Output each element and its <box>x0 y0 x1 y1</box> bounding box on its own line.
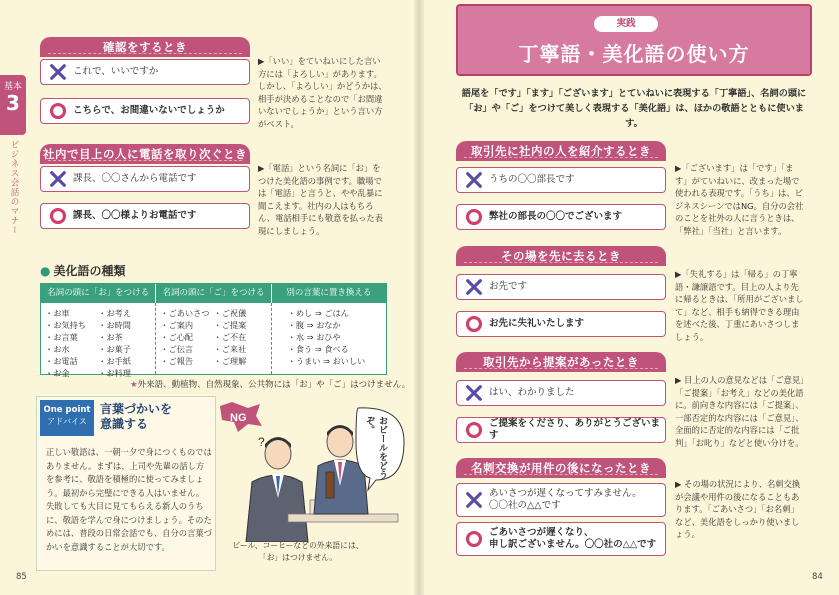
bika-item: ・お手紙 <box>98 356 131 366</box>
practice-badge: 実践 <box>594 16 658 32</box>
ng-label: NG <box>230 412 247 424</box>
bika-column-o <box>41 303 156 378</box>
bika-item: ・お茶 <box>98 332 123 342</box>
right-example-row <box>40 203 250 229</box>
bika-item: ・ご祝儀 <box>213 308 247 318</box>
onepoint-title: 言葉づかいを意識する <box>100 402 173 431</box>
circle-icon <box>463 528 485 550</box>
bika-header-replace: 別の言葉に置き換える <box>286 288 372 298</box>
onepoint-text: 正しい敬語は、一朝一夕で身につくものではありません。まずは、上司や先輩の話し方を参考に、敬語を積極的に使ってみましょう。最初から完璧にできる人はいません。失敗しても大目に見てもらえる新人のうちに、敬語を学んで身につけましょう。そのためには、普段の日常会話でも、自分の言葉づかいを意識することが大切です。 <box>46 447 212 552</box>
right-example-row <box>456 522 666 556</box>
circle-icon <box>47 100 69 122</box>
chapter-tab <box>0 75 26 135</box>
wrong-example-row <box>456 167 666 193</box>
bika-item: ・めし ⇒ ごはん <box>287 308 349 318</box>
bika-item: ・お考え <box>98 308 131 318</box>
circle-icon <box>47 205 69 227</box>
cross-icon <box>463 489 485 511</box>
bika-section-title: ● 美化語の種類 <box>40 264 126 278</box>
bika-item: ・お車 <box>45 308 70 318</box>
bika-item: ・ご報告 <box>160 356 194 366</box>
note-confirm: ▶「いい」をていねいにした言い方には「よろしい」があります。しかし、「よろしい」かどうかは、相手が決めることなので「お間違いないでしょうか」という言い方がベスト。 <box>258 56 387 129</box>
page-number-left: 85 <box>16 572 27 582</box>
bika-item: ・ご来社 <box>213 344 247 354</box>
wrong-example-text: はい、わかりました <box>489 387 575 398</box>
bika-table-header <box>41 284 386 303</box>
bika-item: ・お気持ち <box>45 320 86 330</box>
right-example-row <box>456 204 666 230</box>
right-example-row <box>456 417 666 443</box>
bika-item: ・ご提案 <box>213 320 247 330</box>
right-example-text: 課長、〇〇様よりお電話です <box>73 210 197 221</box>
bika-table <box>40 283 387 378</box>
bika-item: ・ごあいさつ <box>160 308 210 318</box>
circle-icon <box>463 419 485 441</box>
book-spine <box>414 0 424 595</box>
bika-item: ・ご伝言 <box>160 344 194 354</box>
note-leave: ▶「失礼する」は「帰る」の丁寧語・謙譲語です。目上の人より先に帰るときは、「所用がございまして」など、相手も納得できる理由を述べた後、丁重にあいさつしましょう。 <box>675 269 804 342</box>
speech-bubble-text: おビールをどうぞ。 <box>364 416 387 479</box>
page-number-right: 84 <box>812 572 823 582</box>
illustration-caption: ビール、コーヒーなどの外来語には、「お」はつけません。 <box>232 541 364 562</box>
cross-icon <box>47 168 69 190</box>
wrong-example-row <box>456 483 666 517</box>
note-phone: ▶「電話」という名詞に「お」をつけた美化語の事例です。職場では「電話」と言うと、やや乱暴に聞こえます。社内の人はもちろん、電話相手にも敬意を払った表現にしましょう。 <box>258 163 383 236</box>
question-mark: ? <box>258 435 265 449</box>
wrong-example-row <box>40 59 250 85</box>
chapter-tab-label: 基本 <box>3 82 22 92</box>
note-card: ▶ その場の状況により、名刺交換が会議や用件の後になることもあります。「ごあいさつ」「お名刺」など、美化語をしっかり使いましょう。 <box>675 479 801 539</box>
bika-item: ・ご理解 <box>213 356 247 366</box>
circle-icon <box>463 206 485 228</box>
section-header-proposal: 取引先から提案があったとき <box>456 352 666 372</box>
bika-item: ・ご案内 <box>160 320 194 330</box>
bika-item: ・お電話 <box>45 356 78 366</box>
circle-icon <box>463 313 485 335</box>
section-header-introduce: 取引先に社内の人を紹介するとき <box>456 141 666 161</box>
right-example-text: お先に失礼いたします <box>489 318 585 329</box>
wrong-example-text: あいさつが遅くなってすみません。 〇〇社の△△です <box>489 488 642 511</box>
bika-item: ・腹 ⇒ おなか <box>287 320 341 330</box>
bika-item: ・ご不在 <box>213 332 247 342</box>
note-proposal: ▶ 目上の人の意見などは「ご意見」「ご提案」「お考え」などの美化語に。前向きな内容には「ご提案」、一部否定的な内容には「ご意見」、全面的に否定的な内容には「ご批判」「お叱り」などと使い分けを。 <box>675 375 805 448</box>
bika-item: ・お金 <box>45 368 70 378</box>
bika-column-replace <box>272 303 386 374</box>
page-title: 丁寧語・美化語の使い方 <box>518 42 750 66</box>
wrong-example-text: これで、いいですか <box>73 66 159 77</box>
bika-item: ・お言葉 <box>45 332 78 342</box>
right-example-row <box>40 98 250 124</box>
bika-column-go <box>156 303 271 374</box>
wrong-example-row <box>456 274 666 300</box>
section-header-card: 名刺交換が用件の後になったとき <box>456 458 666 478</box>
cross-icon <box>463 382 485 404</box>
section-header-confirm: 確認をするとき <box>40 37 250 57</box>
bika-item: ・うまい ⇒ おいしい <box>287 356 366 366</box>
onepoint-badge: One point アドバイス <box>40 400 94 436</box>
right-example-text: ご提案をくださり、ありがとうございます <box>489 418 661 441</box>
cross-icon <box>463 169 485 191</box>
wrong-example-text: お先です <box>489 281 528 292</box>
wrong-example-row <box>456 380 666 406</box>
section-header-leave: その場を先に去るとき <box>456 246 666 266</box>
bika-item: ・お時間 <box>98 320 131 330</box>
section-header-phone: 社内で目上の人に電話を取り次ぐとき <box>40 144 250 164</box>
note-introduce: ▶「ございます」は「です」「ます」がていねいに、改まった場で使われる表現です。「うち」は、ビジネスシーンではNG。自分の会社のことを社外の人に言うときは、「弊社」「当社」と言います。 <box>675 163 804 236</box>
right-example-text: こちらで、お間違いないでしょうか <box>73 105 225 116</box>
bika-item: ・お菓子 <box>98 344 131 354</box>
bika-item: ・お水 <box>45 344 70 354</box>
bika-header-go: 名詞の頭に「ご」をつける <box>156 284 271 303</box>
chapter-vertical-title: ビジネス会話のマナー <box>9 140 19 235</box>
bika-footnote: ★外来語、動植物、自然現象、公共物には「お」や「ご」はつけません。 <box>130 380 411 390</box>
right-example-text: ごあいさつが遅くなり、 申し訳ございません。〇〇社の△△です <box>489 527 657 550</box>
right-example-row <box>456 311 666 337</box>
right-example-text: 弊社の部長の〇〇でございます <box>489 211 623 222</box>
wrong-example-row <box>40 166 250 192</box>
chapter-number: 3 <box>6 91 20 115</box>
wrong-example-text: 課長、〇〇さんから電話です <box>73 173 197 184</box>
bika-item: ・水 ⇒ おひや <box>287 332 341 342</box>
bika-item: ・ご心配 <box>160 332 194 342</box>
cross-icon <box>463 276 485 298</box>
wrong-example-text: うちの〇〇部長です <box>489 174 575 185</box>
bika-item: ・食う ⇒ 食べる <box>287 344 349 354</box>
bika-header-o: 名詞の頭に「お」をつける <box>41 284 156 303</box>
cross-icon <box>47 61 69 83</box>
intro-text: 語尾を「です」「ます」「ございます」とていねいに表現する「丁寧語」、名詞の頭に「お」や「ご」をつけて美しく表現する「美化語」は、ほかの敬語とともに使います。 <box>461 88 807 129</box>
bika-item: ・お料理 <box>98 368 131 378</box>
